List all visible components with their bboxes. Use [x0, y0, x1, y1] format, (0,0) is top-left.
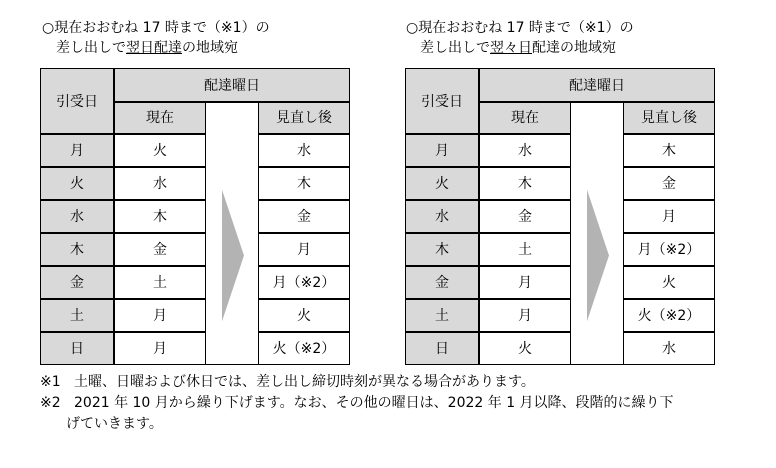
current-delivery-cell: 金	[479, 200, 571, 233]
left-heading-underlined: 翌日配達	[126, 40, 182, 56]
footnote-1-text: 土曜、日曜および休日では、差し出し締切時刻が異なる場合があります。	[74, 374, 535, 390]
pickup-day-cell: 月	[405, 134, 479, 167]
right-heading-underlined: 翌々日	[490, 40, 532, 56]
footnote-2-continued: げていきます。	[66, 416, 163, 432]
left-heading	[42, 18, 270, 58]
delivery-weekday-header: 配達曜日	[114, 68, 350, 102]
current-delivery-cell: 月	[479, 299, 571, 332]
current-delivery-cell: 月	[114, 332, 206, 365]
revised-delivery-cell: 火	[258, 299, 350, 332]
footnote-2-mark: ※2	[40, 395, 61, 411]
revised-delivery-cell: 火	[623, 266, 715, 299]
right-heading-post: 配達の地域宛	[532, 40, 616, 56]
right-heading-line2	[406, 38, 634, 58]
revised-delivery-cell: 月（※2）	[623, 233, 715, 266]
footnote-1-mark: ※1	[40, 374, 61, 390]
footnote-2	[40, 393, 674, 414]
delivery-weekday-header: 配達曜日	[479, 68, 715, 102]
current-delivery-cell: 土	[114, 266, 206, 299]
revised-delivery-cell: 金	[258, 200, 350, 233]
footnote-2-text: 2021 年 10 月から繰り下げます。なお、その他の曜日は、2022 年 1 月以降、段階的に繰り下	[74, 395, 674, 411]
current-delivery-cell: 金	[114, 233, 206, 266]
right-heading-line1: ○現在おおむね 17 時まで（※1）の	[406, 20, 634, 36]
current-column-header: 現在	[479, 102, 571, 134]
pickup-day-cell: 金	[405, 266, 479, 299]
revised-column-header: 見直し後	[623, 102, 715, 134]
revised-delivery-cell: 木	[623, 134, 715, 167]
pickup-day-cell: 土	[40, 299, 114, 332]
pickup-day-cell: 火	[405, 167, 479, 200]
pickup-day-cell: 日	[40, 332, 114, 365]
pickup-day-cell: 水	[405, 200, 479, 233]
pickup-day-cell: 月	[40, 134, 114, 167]
pickup-day-cell: 火	[40, 167, 114, 200]
revised-delivery-cell: 火（※2）	[623, 299, 715, 332]
revised-delivery-cell: 月	[623, 200, 715, 233]
pickup-day-cell: 水	[40, 200, 114, 233]
revised-delivery-cell: 水	[258, 134, 350, 167]
revised-delivery-cell: 火（※2）	[258, 332, 350, 365]
current-delivery-cell: 木	[114, 200, 206, 233]
pickup-day-cell: 木	[40, 233, 114, 266]
current-delivery-cell: 火	[114, 134, 206, 167]
pickup-day-cell: 土	[405, 299, 479, 332]
pickup-day-header: 引受日	[405, 68, 479, 134]
pickup-day-cell: 金	[40, 266, 114, 299]
current-delivery-cell: 火	[479, 332, 571, 365]
right-heading	[406, 18, 634, 58]
footnote-1	[40, 372, 674, 393]
current-delivery-cell: 土	[479, 233, 571, 266]
revised-column-header: 見直し後	[258, 102, 350, 134]
footnotes	[40, 372, 674, 435]
left-heading-pre: 差し出しで	[56, 40, 126, 56]
transition-arrow-column	[206, 102, 258, 365]
right-arrow-icon	[222, 190, 244, 322]
revised-delivery-cell: 金	[623, 167, 715, 200]
right-heading-pre: 差し出しで	[420, 40, 490, 56]
current-delivery-cell: 月	[479, 266, 571, 299]
current-delivery-cell: 木	[479, 167, 571, 200]
revised-delivery-cell: 水	[623, 332, 715, 365]
left-heading-post: の地域宛	[182, 40, 238, 56]
revised-delivery-cell: 月	[258, 233, 350, 266]
right-arrow-icon	[587, 190, 609, 322]
pickup-day-cell: 日	[405, 332, 479, 365]
current-column-header: 現在	[114, 102, 206, 134]
current-delivery-cell: 月	[114, 299, 206, 332]
current-delivery-cell: 水	[479, 134, 571, 167]
left-heading-line2	[42, 38, 270, 58]
revised-delivery-cell: 木	[258, 167, 350, 200]
transition-arrow-column	[571, 102, 623, 365]
revised-delivery-cell: 月（※2）	[258, 266, 350, 299]
left-heading-line1: ○現在おおむね 17 時まで（※1）の	[42, 20, 270, 36]
current-delivery-cell: 水	[114, 167, 206, 200]
pickup-day-header: 引受日	[40, 68, 114, 134]
pickup-day-cell: 木	[405, 233, 479, 266]
